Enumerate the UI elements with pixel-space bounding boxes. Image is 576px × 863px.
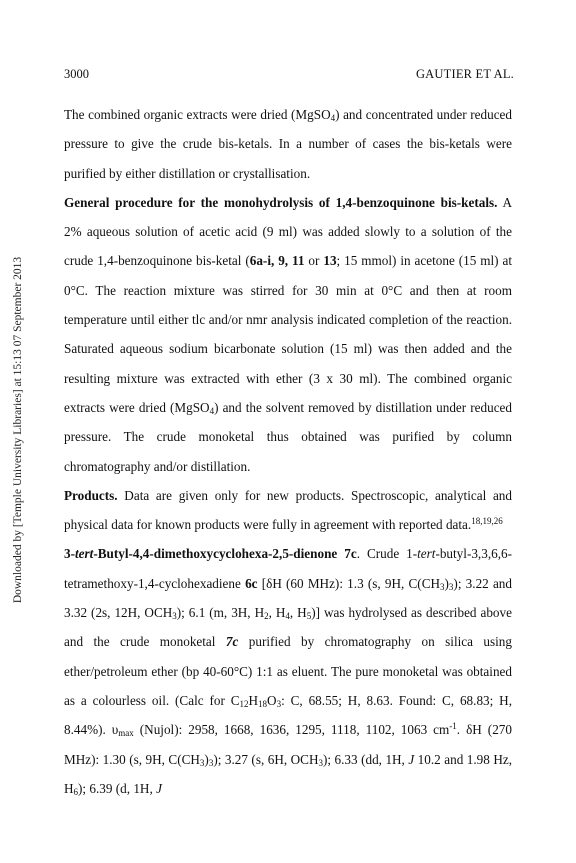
paragraph-general-procedure: General procedure for the monohydrolysis of 1,4-benzoquinone bis-ketals. A 2% aqueous solution of acetic acid (9 ml) was added slowly to a solution of the crude 1,4-benzoquinone bis-ketal (6a-i, 9, 11 or 13; 15 mmol) in acetone (15 ml) at 0°C. The reaction mixture was stirred for 30 min at 0°C and then at room temperature until either tlc and/or nmr analysis indicated completion of the reaction. Saturated aqueous sodium bicarbonate solution (15 ml) was then added and the resulting mixture was extracted with ether (3 x 30 ml). The combined organic extracts were dried (MgSO$_4$) and the solvent removed by distillation under reduced pressure. The crude monoketal thus obtained was purified by column chromatography and/or distillation. (64, 194, 513, 474)
download-watermark: Downloaded by [Temple University Libraries] at 15:13 07 September 2013 (12, 256, 24, 604)
compound-heading: 3-tert-Butyl-4,4-dimethoxycyclohexa-2,5-dienone 7c (64, 546, 357, 562)
paragraph-drying: The combined organic extracts were dried (MgSO$_4$) and concentrated under reduced pressure to give the crude bis-ketals. In a number of cases the bis-ketals were purified by either distillation or crystallisation. (64, 107, 512, 181)
section-heading: Products. (64, 487, 118, 503)
citation: 18,19,26 (471, 516, 503, 527)
paragraph-products: Products. Data are given only for new products. Spectroscopic, analytical and physical data for known products were fully in agreement with reported data.$^{18,19,26}$ (64, 487, 512, 533)
running-header: GAUTIER ET AL. (415, 67, 514, 81)
page-number: 3000 (64, 67, 89, 81)
section-heading: General procedure for the monohydrolysis of 1,4-benzoquinone bis-ketals. (64, 194, 498, 210)
article-body (64, 100, 512, 803)
paragraph-compound-7c: 3-tert-Butyl-4,4-dimethoxycyclohexa-2,5-dienone 7c. Crude 1-tert-butyl-3,3,6,6-tetramethoxy-1,4-cyclohexadiene 6c [δH (60 MHz): 1.3 (s, 9H, $C(CH_3)_3$); 3.22 and 3.32 (2s, 12H, $OCH_3$); 6.1 (m, 3H, $H_2$, $H_4$, $H_5$)] was hydrolysed as described above and the crude monoketal 7c purified by chromatography on silica using ether/petroleum ether (bp 40-60°C) 1:1 as eluent. The pure monoketal was obtained as a colourless oil. (Calc for $C_{12}H_{18}O_3$: C, 68.55; H, 8.63. Found: C, 68.83; H, 8.44%). $\upsilon_{max}$ (Nujol): 2958, 1668, 1636, 1295, 1118, 1102, 1063 $cm^{-1}$. δH (270 MHz): 1.30 (s, 9H, $C(CH_3)_3$); 3.27 (s, 6H, $OCH_3$); 6.33 (dd, 1H, J 10.2 and 1.98 Hz, $H_6$); 6.39 (d, 1H, J (64, 546, 513, 797)
